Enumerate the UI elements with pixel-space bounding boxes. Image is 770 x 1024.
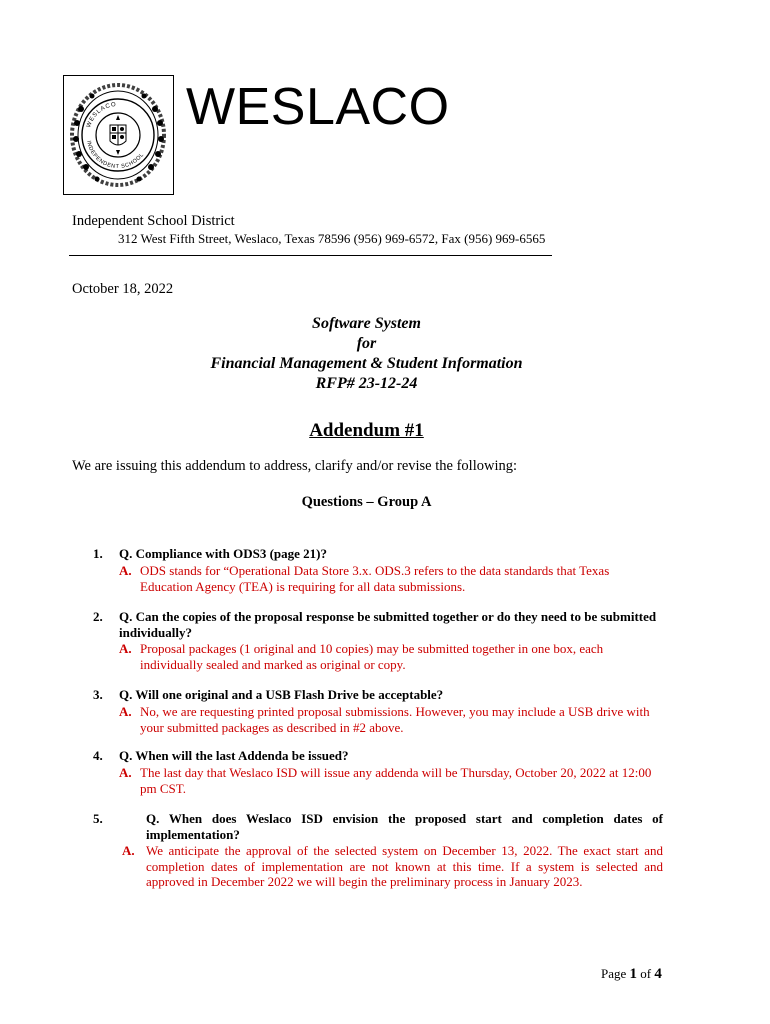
district-name: WESLACO xyxy=(186,78,450,136)
qa-answer xyxy=(119,563,663,594)
qa-answer xyxy=(122,843,663,890)
qa-answer-text: We anticipate the approval of the selected system on December 13, 2022. The exact start and completion dates of implementation are not known at this time. If a system is selected and approved in December 2022 we will begin the preliminary process in January 2023. xyxy=(146,843,663,889)
qa-question: Q. Can the copies of the proposal response be submitted together or do they need to be submitted individually? xyxy=(119,609,657,640)
qa-answer-label: A. xyxy=(119,704,132,719)
qa-answer-text: The last day that Weslaco ISD will issue any addenda will be Thursday, October 20, 2022 at 12:00 pm CST. xyxy=(140,765,652,796)
qa-number: 5. xyxy=(93,811,103,826)
qa-answer-text: Proposal packages (1 original and 10 copies) may be submitted together in one box, each individually sealed and marked as original or copy. xyxy=(140,641,604,672)
qa-answer-text: No, we are requesting printed proposal submissions. However, you may include a USB drive with your submitted packages as described in #2 above. xyxy=(140,704,650,735)
district-subtitle: Independent School District xyxy=(72,213,235,229)
intro-text: We are issuing this addendum to address, clarify and/or revise the following: xyxy=(72,458,517,474)
page-number xyxy=(601,966,662,983)
qa-answer-text: ODS stands for “Operational Data Store 3.x. ODS.3 refers to the data standards that Texas Education Agency (TEA) is requiring for all data submissions. xyxy=(140,563,610,594)
title-line-1: Software System xyxy=(312,315,421,332)
district-seal-icon xyxy=(67,79,170,191)
qa-question: Q. When does Weslaco ISD envision the proposed start and completion dates of implementation? xyxy=(146,811,663,842)
title-line-4: RFP# 23-12-24 xyxy=(315,375,418,392)
qa-answer-label: A. xyxy=(119,641,132,656)
qa-question: Q. Compliance with ODS3 (page 21)? xyxy=(119,546,327,561)
district-seal-frame xyxy=(63,75,174,195)
document-date: October 18, 2022 xyxy=(72,281,174,297)
qa-number: 3. xyxy=(93,687,103,702)
addendum-title: Addendum #1 xyxy=(309,420,424,441)
page-word: Page xyxy=(601,966,627,981)
questions-group-title: Questions – Group A xyxy=(301,494,432,510)
qa-answer xyxy=(119,641,663,672)
svg-text:INDEPENDENT SCHOOL: INDEPENDENT SCHOOL xyxy=(85,140,146,171)
qa-question: Q. When will the last Addenda be issued? xyxy=(119,748,349,763)
qa-answer-label: A. xyxy=(119,563,132,578)
qa-question: Q. Will one original and a USB Flash Drive be acceptable? xyxy=(119,687,444,702)
qa-answer xyxy=(119,765,663,796)
document-title xyxy=(0,314,733,394)
qa-answer xyxy=(119,704,663,735)
svg-text:WESLACO: WESLACO xyxy=(85,101,118,129)
qa-answer-label: A. xyxy=(122,843,135,858)
title-line-3: Financial Management & Student Information xyxy=(210,355,523,372)
title-line-2: for xyxy=(356,335,377,352)
qa-answer-label: A. xyxy=(119,765,132,780)
current-page: 1 xyxy=(629,966,638,982)
qa-number: 4. xyxy=(93,748,103,763)
total-pages: 4 xyxy=(654,966,662,982)
of-word: of xyxy=(640,966,652,981)
qa-number: 2. xyxy=(93,609,103,624)
qa-number: 1. xyxy=(93,546,103,561)
header-divider xyxy=(69,255,552,256)
district-address: 312 West Fifth Street, Weslaco, Texas 78596 (956) 969-6572, Fax (956) 969-6565 xyxy=(118,231,546,246)
